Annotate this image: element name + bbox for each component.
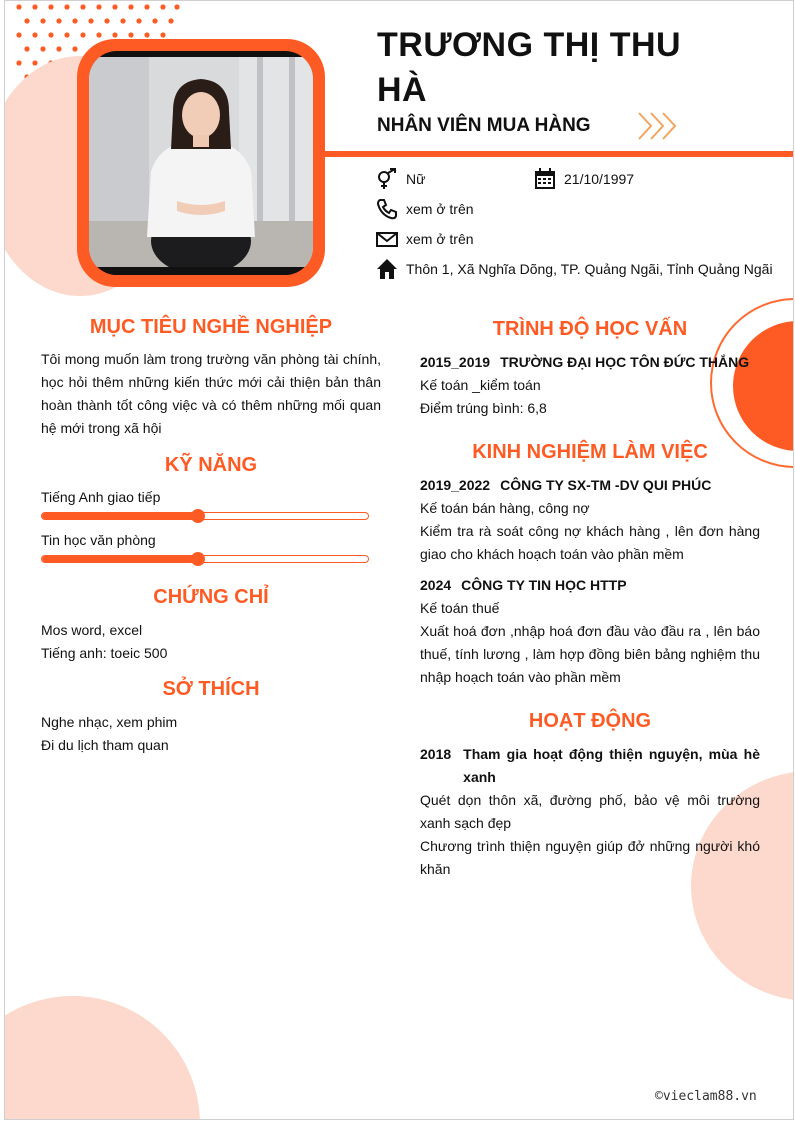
phone-row [376,198,474,220]
decorative-circle [4,996,200,1120]
certificates-list [41,619,381,665]
education-school: TRƯỜNG ĐẠI HỌC TÔN ĐỨC THẮNG [500,354,750,370]
envelope-icon [376,228,398,250]
header-divider [325,151,794,157]
education-year: 2015_2019 [420,354,491,370]
list-item: Tiếng anh: toeic 500 [41,645,168,661]
experience-year: 2024 [420,577,452,593]
experience-description: Kiểm tra rà soát công nợ khách hàng , lên đơn hàng giao cho khách hoạch toán vào phần mềm [420,523,760,562]
skills-heading: KỸ NĂNG [164,454,258,476]
activity-name: Tham gia hoạt động thiện nguyện, mùa hè xanh [463,746,760,785]
cv-page [4,0,794,1120]
email-value: xem ở trên [406,231,474,247]
list-item: Kế toán _kiểm toán [420,377,541,393]
experience-company: CÔNG TY TIN HỌC HTTP [461,577,627,593]
profile-photo-frame [77,39,325,287]
experience-role: Kế toán thuế [420,600,500,616]
chevrons-icon [637,111,685,141]
gender-icon [376,168,398,190]
education-heading: TRÌNH ĐỘ HỌC VẤN [492,318,688,340]
activity-year: 2018 [420,746,452,762]
activities-heading: HOẠT ĐỘNG [528,710,652,732]
education-details [420,374,760,420]
certificates-heading: CHỨNG CHỈ [153,586,269,608]
phone-icon [376,198,398,220]
experience-year: 2019_2022 [420,477,491,493]
birthdate-value: 21/10/1997 [564,171,635,187]
birthdate-row [534,168,634,190]
list-item: Nghe nhạc, xem phim [41,714,178,730]
gender-row [376,168,425,190]
skill-bar-knob [191,509,205,523]
activity-detail: Quét dọn thôn xã, đường phố, bảo vệ môi trường xanh sạch đẹp [420,792,760,831]
skill-bar [41,555,369,563]
job-title: NHÂN VIÊN MUA HÀNG [377,115,591,136]
candidate-name: TRƯƠNG THỊ THU HÀ [377,26,682,109]
home-icon [376,258,398,280]
experience-role: Kế toán bán hàng, công nợ [420,500,590,516]
activity-detail: Chương trình thiện nguyện giúp đở những người khó khăn [420,838,760,877]
skill-bar-knob [191,552,205,566]
experience-entry-head [420,577,627,593]
address-value: Thôn 1, Xã Nghĩa Dõng, TP. Quảng Ngãi, Tỉnh Quảng Ngãi [406,261,773,277]
skill-label: Tiếng Anh giao tiếp [41,489,161,505]
skill-label: Tin học văn phòng [41,532,156,548]
hobbies-heading: SỞ THÍCH [162,678,260,700]
gender-value: Nữ [406,171,426,187]
experience-company: CÔNG TY SX-TM -DV QUI PHÚC [500,477,712,493]
objective-heading: MỤC TIÊU NGHỀ NGHIỆP [89,316,333,338]
skill-bar-fill [42,556,198,562]
email-row [376,228,474,250]
experience-heading: KINH NGHIỆM LÀM VIỆC [472,441,708,463]
list-item: Mos word, excel [41,622,143,638]
list-item: Đi du lịch tham quan [41,737,169,753]
education-entry-head [420,354,749,370]
experience-entry-head [420,477,711,493]
watermark: ©vieclam88.vn [655,1089,757,1104]
profile-photo [89,51,313,275]
activity-entry-head [420,743,760,789]
calendar-icon [534,168,556,190]
skill-bar-fill [42,513,198,519]
list-item: Điểm trúng bình: 6,8 [420,400,547,416]
address-row [376,258,773,280]
objective-text: Tôi mong muốn làm trong trường văn phòng tài chính, học hỏi thêm những kiến thức mới cải thiện bản thân hoàn thành tốt công việc và có thêm những mối quan hệ mới trong xã hội [41,351,381,436]
experience-description: Xuất hoá đơn ,nhập hoá đơn đầu vào đầu ra , lên báo thuế, tính lương , làm hợp đồng biên bảng nghiệm thu nhập hoạch toán vào phần mềm [420,623,760,685]
skill-bar [41,512,369,520]
phone-value: xem ở trên [406,201,474,217]
hobbies-list [41,711,381,757]
